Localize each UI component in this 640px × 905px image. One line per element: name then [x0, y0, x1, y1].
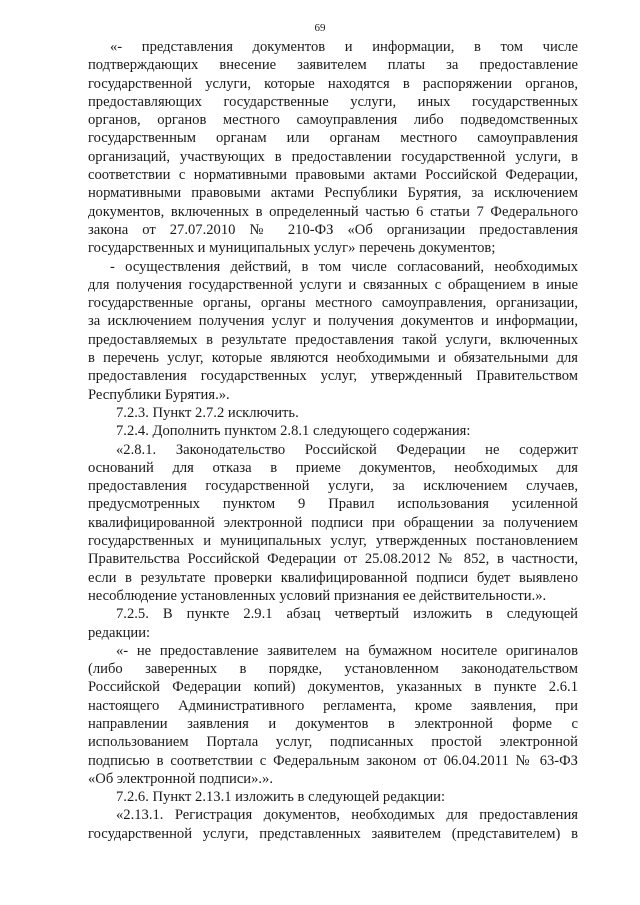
text-line: государственной услуги, представленных заявителем (представителем) в	[88, 825, 578, 842]
text-line: предоставления государственной услуги, за исключением случаев,	[88, 478, 578, 495]
text-line: предоставляющих государственные услуги, иных государственных	[88, 93, 578, 110]
text-line: организаций, участвующих в предоставлении государственной услуги, в	[88, 148, 578, 165]
text-line: государственные органы, органы местного самоуправления, организации,	[88, 295, 578, 312]
text-line: 7.2.3. Пункт 2.7.2 исключить.	[116, 404, 299, 421]
text-line: государственных и муниципальных услуг» перечень документов;	[88, 240, 496, 257]
text-line: «Об электронной подписи».».	[88, 770, 274, 787]
text-line: оснований для отказа в приеме документов, необходимых для	[88, 459, 578, 476]
text-line: «- не предоставление заявителем на бумажном носителе оригиналов	[116, 642, 578, 659]
text-line: государственной услуги, которые находятся в распоряжении органов,	[88, 75, 578, 92]
text-line: соответствии с нормативными правовыми актами Российской Федерации,	[88, 167, 578, 184]
text-line: - осуществления действий, в том числе согласований, необходимых	[110, 258, 578, 275]
text-line: квалифицированной электронной подписи при обращении за получением	[88, 514, 578, 531]
text-line: подписью в соответствии с Федеральным законом от 06.04.2011 № 63-ФЗ	[88, 752, 578, 769]
text-line: государственных и муниципальных услуг, утвержденных постановлением	[88, 533, 578, 550]
text-line: Республики Бурятия.».	[88, 386, 230, 403]
text-line: за исключением получения услуг и получения документов и информации,	[88, 313, 578, 330]
text-line: для получения государственной услуги и связанных с обращением в иные	[88, 276, 578, 293]
text-line: Правительства Российской Федерации от 25.08.2012 № 852, в частности,	[88, 551, 578, 568]
text-line: в перечень услуг, которые являются необходимыми и обязательными для	[88, 350, 578, 367]
text-line: Российской Федерации копий) документов, указанных в пункте 2.6.1	[88, 679, 578, 696]
text-line: 7.2.6. Пункт 2.13.1 изложить в следующей редакции:	[116, 789, 445, 806]
text-line: направлении заявления и документов в электронной форме с	[88, 715, 578, 732]
text-line: предоставляемых в результате предоставления такой услуги, включенных	[88, 331, 578, 348]
page-number: 69	[314, 22, 326, 34]
text-line: предусмотренных пунктом 9 Правил использования усиленной	[88, 496, 578, 513]
text-line: закона от 27.07.2010 № 210-ФЗ «Об организации предоставления	[88, 221, 578, 238]
text-line: предоставления государственных услуг, утвержденный Правительством	[88, 368, 578, 385]
text-line: нормативными правовыми актами Республики Бурятия, за исключением	[88, 185, 578, 202]
text-line: (либо заверенных в порядке, установленном законодательством	[88, 661, 578, 678]
text-line: несоблюдение установленных условий признания ее действительности.».	[88, 587, 547, 604]
text-line: редакции:	[88, 624, 151, 641]
text-line: «2.13.1. Регистрация документов, необходимых для предоставления	[116, 807, 578, 824]
text-line: подтверждающих внесение заявителем платы за предоставление	[88, 57, 578, 74]
document-body	[88, 38, 578, 843]
text-line: «- представления документов и информации, в том числе	[110, 39, 578, 55]
text-line: документов, включенных в определенный частью 6 статьи 7 Федерального	[88, 203, 578, 220]
text-line: настоящего Административного регламента, кроме заявления, при	[88, 697, 578, 714]
text-line: использованием Портала услуг, подписанных простой электронной	[88, 734, 578, 751]
text-line: если в результате проверки квалифицированной подписи будет выявлено	[88, 569, 578, 586]
text-line: органов, органов местного самоуправления либо подведомственных	[88, 112, 578, 129]
text-line: государственным органам или органам местного самоуправления	[88, 130, 578, 147]
text-line: 7.2.4. Дополнить пунктом 2.8.1 следующего содержания:	[116, 423, 471, 440]
text-line: «2.8.1. Законодательство Российской Федерации не содержит	[116, 441, 578, 458]
text-line: 7.2.5. В пункте 2.9.1 абзац четвертый изложить в следующей	[116, 606, 578, 623]
